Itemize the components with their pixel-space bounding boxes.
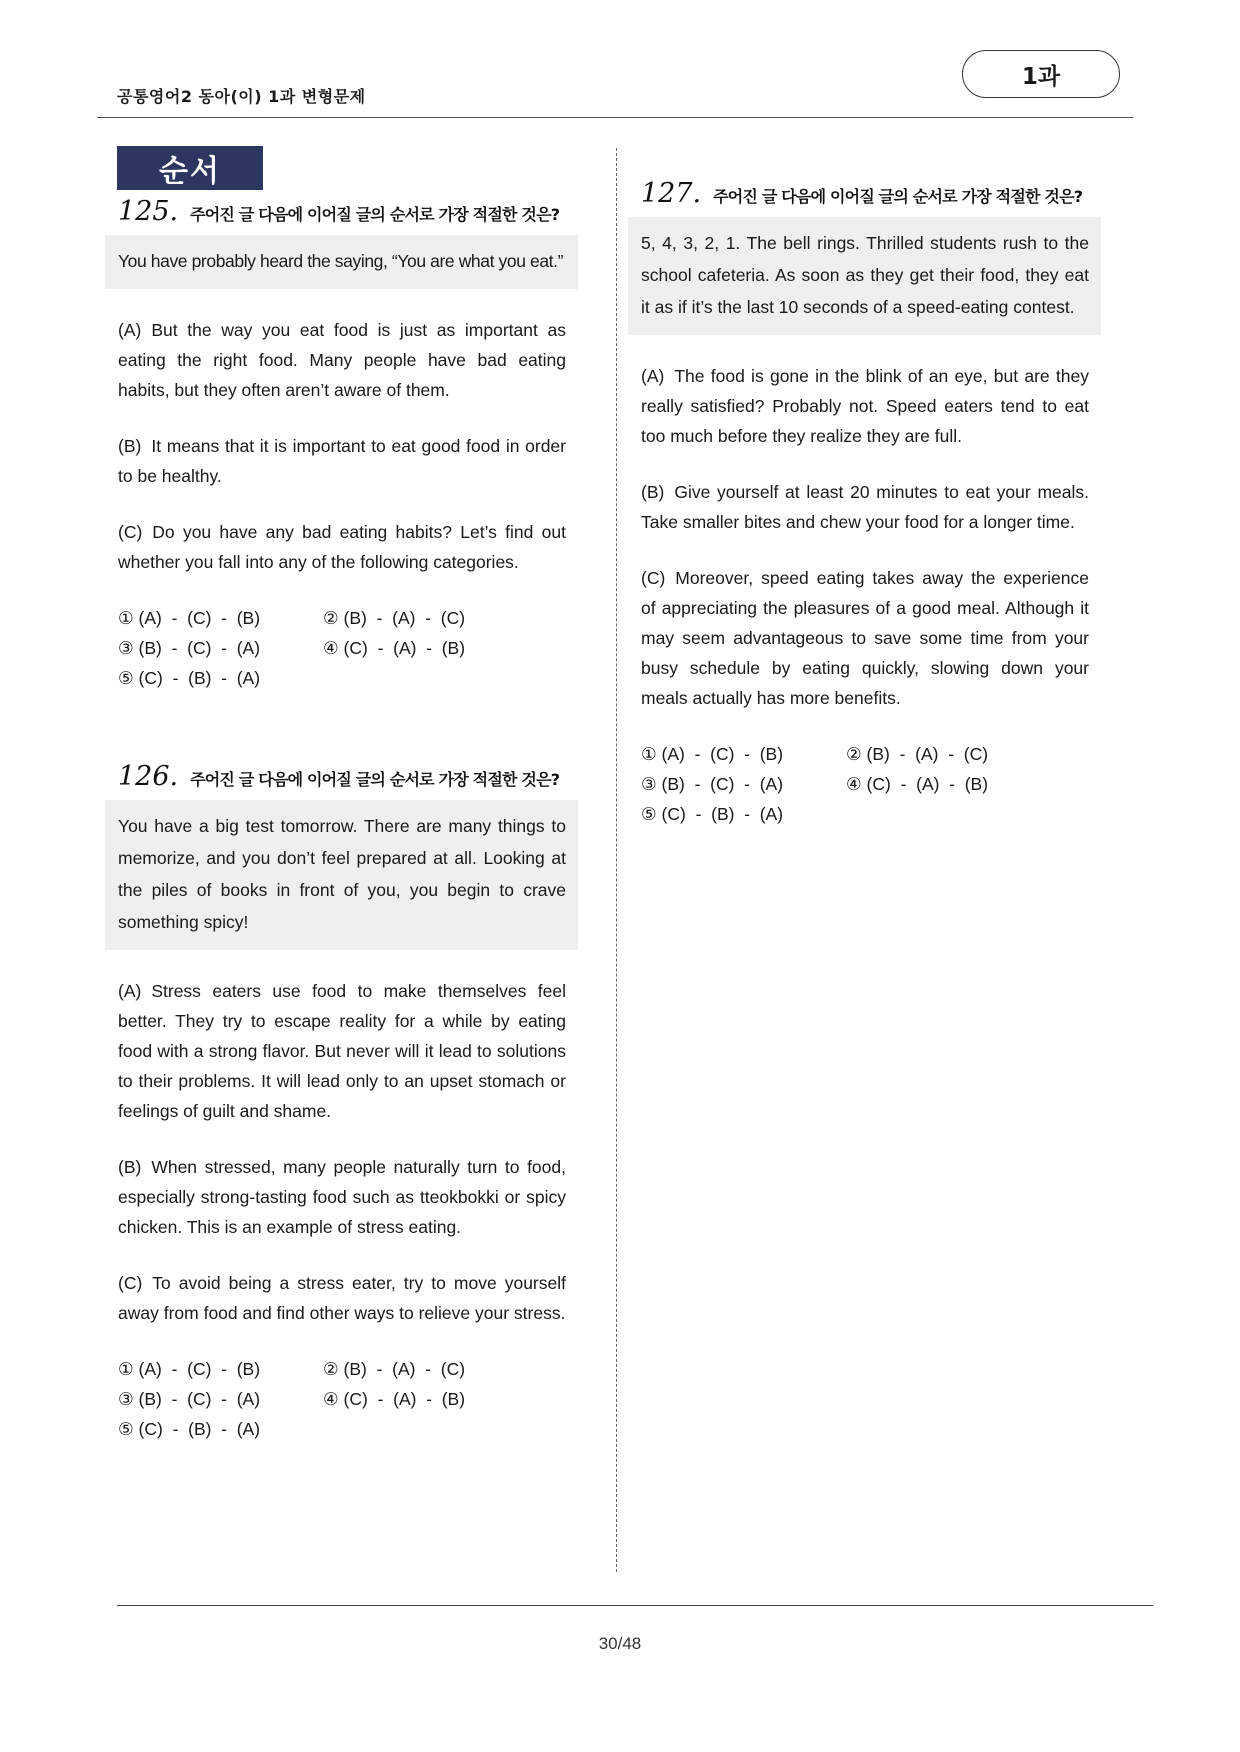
header-divider: [97, 117, 1133, 118]
option-2[interactable]: ② (B) - (A) - (C): [323, 1359, 466, 1379]
given-passage: You have a big test tomorrow. There are many things to memorize, and you don’t feel prepared at all. Looking at the piles of books in front of you, you begin to crave something spicy!: [105, 800, 578, 950]
question-number: 127.: [641, 178, 702, 209]
option-2[interactable]: ② (B) - (A) - (C): [846, 744, 989, 764]
option-3[interactable]: ③ (B) - (C) - (A): [118, 638, 261, 658]
paragraph-label: (B): [118, 1157, 142, 1177]
option-2[interactable]: ② (B) - (A) - (C): [323, 608, 466, 628]
paragraph-text: Give yourself at least 20 minutes to eat your meals. Take smaller bites and chew your food for a longer time.: [641, 482, 1089, 532]
lesson-badge: 1과: [962, 50, 1120, 98]
option-4[interactable]: ④ (C) - (A) - (B): [846, 774, 989, 794]
paragraph-text: The food is gone in the blink of an eye, but are they really satisfied? Probably not. Speed eaters tend to eat too much before they realize they are full.: [641, 366, 1089, 446]
option-4[interactable]: ④ (C) - (A) - (B): [323, 638, 466, 658]
question-125: [105, 196, 578, 693]
given-passage: 5, 4, 3, 2, 1. The bell rings. Thrilled students rush to the school cafeteria. As soon as they get their food, they eat it as if it’s the last 10 seconds of a speed-eating contest.: [628, 217, 1101, 335]
question-prompt: 주어진 글 다음에 이어질 글의 순서로 가장 적절한 것은?: [190, 205, 560, 224]
paragraph-label: (A): [118, 981, 142, 1001]
paragraph-label: (B): [641, 482, 665, 502]
paragraph-b: [105, 431, 578, 491]
paragraph-text: But the way you eat food is just as important as eating the right food. Many people have bad eating habits, but they often aren’t aware of them.: [118, 320, 566, 400]
paragraph-label: (B): [118, 436, 142, 456]
paragraph-text: Stress eaters use food to make themselves feel better. They try to escape reality for a while by eating food with a strong flavor. But never will it lead to solutions to their problems. It will lead only to an upset stomach or feelings of guilt and shame.: [118, 981, 566, 1121]
question-prompt: 주어진 글 다음에 이어질 글의 순서로 가장 적절한 것은?: [713, 187, 1083, 206]
paragraph-label: (A): [641, 366, 665, 386]
paragraph-c: [105, 517, 578, 577]
paragraph-b: [105, 1152, 578, 1242]
question-number: 126.: [118, 761, 179, 792]
paragraph-a: [105, 315, 578, 405]
option-3[interactable]: ③ (B) - (C) - (A): [118, 1389, 261, 1409]
answer-options: [105, 603, 578, 693]
question-header: [641, 178, 1101, 209]
paragraph-text: Do you have any bad eating habits? Let’s find out whether you fall into any of the following categories.: [118, 522, 566, 572]
answer-options: [628, 739, 1101, 829]
paragraph-label: (C): [641, 568, 666, 588]
paragraph-label: (C): [118, 1273, 143, 1293]
paragraph-label: (C): [118, 522, 143, 542]
question-prompt: 주어진 글 다음에 이어질 글의 순서로 가장 적절한 것은?: [190, 770, 560, 789]
answer-options: [105, 1354, 578, 1444]
option-5[interactable]: ⑤ (C) - (B) - (A): [118, 668, 261, 688]
page-number: 30/48: [598, 1634, 642, 1653]
question-header: [118, 196, 578, 227]
option-4[interactable]: ④ (C) - (A) - (B): [323, 1389, 466, 1409]
paragraph-text: It means that it is important to eat good food in order to be healthy.: [118, 436, 566, 486]
option-5[interactable]: ⑤ (C) - (B) - (A): [641, 804, 784, 824]
option-1[interactable]: ① (A) - (C) - (B): [118, 1359, 261, 1379]
paragraph-a: [105, 976, 578, 1126]
paragraph-text: To avoid being a stress eater, try to move yourself away from food and find other ways to relieve your stress.: [118, 1273, 566, 1323]
question-number: 125.: [118, 196, 179, 227]
paragraph-label: (A): [118, 320, 142, 340]
option-1[interactable]: ① (A) - (C) - (B): [641, 744, 784, 764]
question-126: [105, 761, 578, 1444]
paragraph-c: [628, 563, 1101, 713]
column-divider: [616, 148, 617, 1572]
paragraph-text: When stressed, many people naturally turn to food, especially strong-tasting food such as tteokbokki or spicy chicken. This is an example of stress eating.: [118, 1157, 566, 1237]
section-tag: 순서: [117, 146, 263, 190]
option-5[interactable]: ⑤ (C) - (B) - (A): [118, 1419, 261, 1439]
option-1[interactable]: ① (A) - (C) - (B): [118, 608, 261, 628]
paragraph-text: Moreover, speed eating takes away the experience of appreciating the pleasures of a good meal. Although it may seem advantageous to save some time from your busy schedule by eating quickly, slowing down your meals actually has more benefits.: [641, 568, 1089, 708]
given-passage: You have probably heard the saying, “You are what you eat.”: [105, 235, 578, 289]
question-header: [118, 761, 578, 792]
question-127: [628, 178, 1101, 829]
paragraph-a: [628, 361, 1101, 451]
left-column: [105, 196, 578, 1444]
paragraph-b: [628, 477, 1101, 537]
footer-divider: [117, 1605, 1153, 1606]
option-3[interactable]: ③ (B) - (C) - (A): [641, 774, 784, 794]
right-column: [628, 178, 1101, 829]
document-title: 공통영어2 동아(이) 1과 변형문제: [117, 87, 366, 106]
paragraph-c: [105, 1268, 578, 1328]
